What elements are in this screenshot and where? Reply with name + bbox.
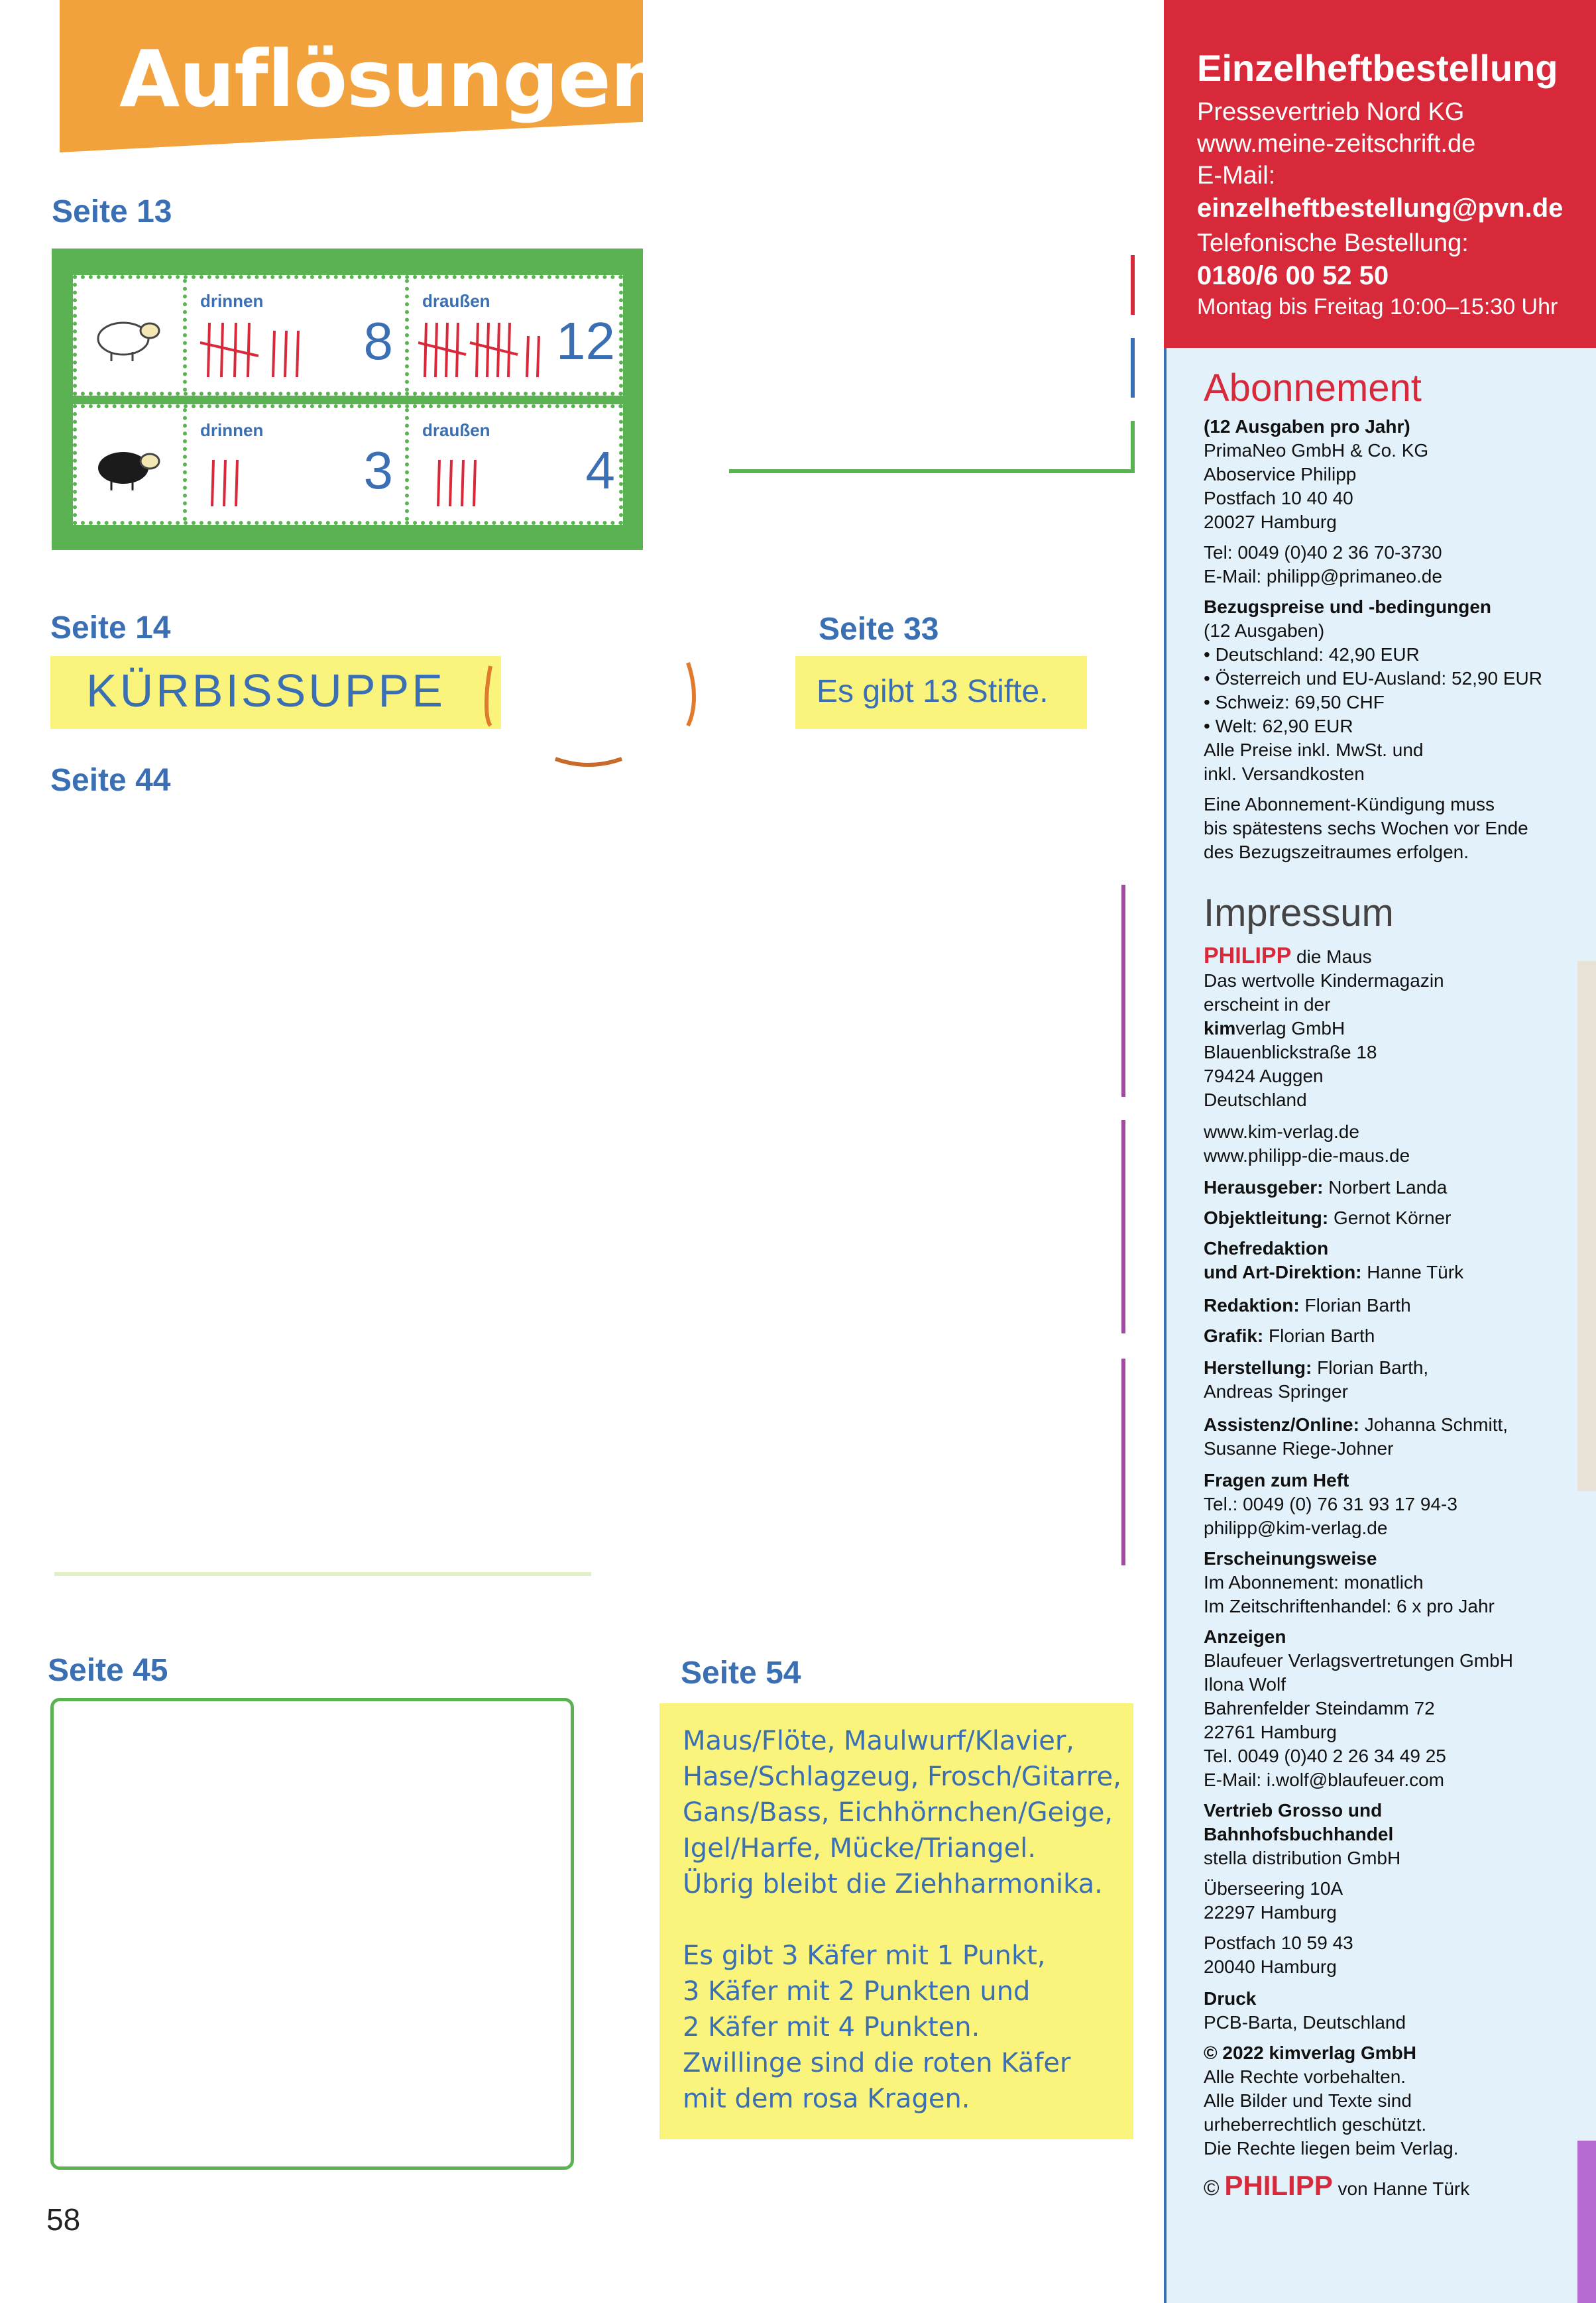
section-label-s54: Seite 54 <box>681 1656 801 1691</box>
tally-row <box>73 275 623 396</box>
abo-line: Alle Preise inkl. MwSt. und <box>1204 740 1424 760</box>
abo-line: (12 Ausgaben pro Jahr) <box>1204 416 1410 437</box>
einzelheft-email-link[interactable]: einzelheftbestellung@pvn.de <box>1197 194 1564 223</box>
imp-label: Herausgeber: <box>1204 1177 1324 1198</box>
section-label-s33: Seite 33 <box>819 612 939 647</box>
imp-value: Florian Barth <box>1269 1325 1375 1346</box>
imp-line: Das wertvolle Kindermagazin <box>1204 970 1444 991</box>
abo-line: PrimaNeo GmbH & Co. KG <box>1204 440 1429 461</box>
abo-line: • Schweiz: 69,50 CHF <box>1204 692 1385 712</box>
abo-line: des Bezugszeitraumes erfolgen. <box>1204 842 1469 862</box>
imp-value: Alle Bilder und Texte sind <box>1204 2090 1412 2111</box>
imp-value: Postfach 10 59 43 <box>1204 1933 1353 1953</box>
einzelheft-line: Telefonische Bestellung: <box>1197 229 1469 257</box>
einzelheft-line: Pressevertrieb Nord KG <box>1197 98 1465 126</box>
decorative-divider <box>729 469 1135 473</box>
decorative-line-purple <box>1121 1359 1125 1565</box>
imp-email-link[interactable]: E-Mail: i.wolf@blaufeuer.com <box>1204 1769 1445 1790</box>
count-value: 4 <box>585 441 615 500</box>
einzelheft-title: Einzelheftbestellung <box>1197 47 1558 89</box>
solution-box <box>50 1698 574 2170</box>
abo-email-link[interactable]: E-Mail: philipp@primaneo.de <box>1204 566 1442 587</box>
imp-label: © 2022 kimverlag GmbH <box>1204 2043 1417 2063</box>
imp-line: erscheint in der <box>1204 994 1331 1015</box>
imp-value: Tel.: 0049 (0) 76 31 93 17 94-3 <box>1204 1494 1457 1514</box>
imp-value: Andreas Springer <box>1204 1381 1348 1402</box>
imp-value: von Hanne Türk <box>1338 2178 1470 2199</box>
imp-label: und Art-Direktion: <box>1204 1262 1362 1282</box>
imp-value: Im Zeitschriftenhandel: 6 x pro Jahr <box>1204 1596 1495 1616</box>
tally-row <box>73 404 623 525</box>
imp-label: Bahnhofsbuchhandel <box>1204 1824 1394 1844</box>
tally-box <box>52 249 643 550</box>
imp-value: urheberrechtlich geschützt. <box>1204 2114 1427 2135</box>
einzelheft-website-link[interactable]: www.meine-zeitschrift.de <box>1197 130 1476 158</box>
imp-value: stella distribution GmbH <box>1204 1848 1401 1868</box>
black-sheep-icon <box>91 440 164 493</box>
brand-logo: PHILIPP <box>1224 2170 1333 2201</box>
abo-line: • Deutschland: 42,90 EUR <box>1204 644 1420 665</box>
imp-value: Blaufeuer Verlagsvertretungen GmbH <box>1204 1650 1513 1671</box>
imp-value: Susanne Riege-Johner <box>1204 1438 1394 1459</box>
imp-website-link[interactable]: www.kim-verlag.de <box>1204 1121 1359 1142</box>
imp-value: 20040 Hamburg <box>1204 1956 1337 1977</box>
imp-line: Deutschland <box>1204 1090 1307 1110</box>
imp-value: Florian Barth <box>1304 1295 1411 1316</box>
tally-marks-3 <box>200 445 266 512</box>
imp-value: Tel. 0049 (0)40 2 26 34 49 25 <box>1204 1746 1446 1766</box>
answer-line: Zwillinge sind die roten Käfer <box>683 2048 1071 2078</box>
section-label-s44: Seite 44 <box>50 763 171 798</box>
imp-value: Alle Rechte vorbehalten. <box>1204 2066 1406 2087</box>
imp-value: Norbert Landa <box>1328 1177 1448 1198</box>
cell-label: draußen <box>422 291 490 311</box>
decorative-divider <box>54 1572 591 1576</box>
answer-line: Übrig bleibt die Ziehharmonika. <box>683 1869 1103 1899</box>
decorative-line-red <box>1131 255 1135 315</box>
abo-line: Bezugspreise und -bedingungen <box>1204 596 1492 617</box>
brand-logo: PHILIPP <box>1204 943 1292 968</box>
imp-value: Im Abonnement: monatlich <box>1204 1572 1424 1593</box>
abo-line: • Welt: 62,90 EUR <box>1204 716 1353 736</box>
cell-label: drinnen <box>200 291 264 311</box>
einzelheft-line: E-Mail: <box>1197 162 1276 190</box>
copyright-symbol: © <box>1204 2176 1220 2200</box>
cell-label: drinnen <box>200 420 264 440</box>
count-value: 8 <box>363 311 393 370</box>
imp-value: 22761 Hamburg <box>1204 1722 1337 1742</box>
page-number: 58 <box>46 2202 81 2237</box>
imp-label: Herstellung: <box>1204 1357 1312 1378</box>
section-label-s13: Seite 13 <box>52 194 172 229</box>
decorative-line-blue <box>1131 338 1135 398</box>
imp-label: Redaktion: <box>1204 1295 1300 1316</box>
einzelheft-phone: 0180/6 00 52 50 <box>1197 261 1389 290</box>
abo-line: inkl. Versandkosten <box>1204 763 1365 784</box>
cell-draussen <box>405 279 627 392</box>
imp-line: die Maus <box>1296 946 1372 967</box>
imp-label: Grafik: <box>1204 1325 1264 1346</box>
decorative-line-purple <box>1121 885 1125 1097</box>
imp-email-link[interactable]: philipp@kim-verlag.de <box>1204 1518 1388 1538</box>
abo-line: 20027 Hamburg <box>1204 512 1337 532</box>
white-sheep-icon <box>91 311 164 364</box>
abo-line: Aboservice Philipp <box>1204 464 1357 484</box>
abo-line: Postfach 10 40 40 <box>1204 488 1353 508</box>
imp-line: Blauenblickstraße 18 <box>1204 1042 1377 1062</box>
imp-value: PCB-Barta, Deutschland <box>1204 2012 1406 2033</box>
answer-line: Gans/Bass, Eichhörnchen/Geige, <box>683 1797 1113 1828</box>
imp-value: Überseering 10A <box>1204 1878 1343 1899</box>
answer-line: Igel/Harfe, Mücke/Triangel. <box>683 1833 1037 1864</box>
abo-line: Eine Abonnement-Kündigung muss <box>1204 794 1495 814</box>
answer-line: 2 Käfer mit 4 Punkten. <box>683 2012 980 2043</box>
page-title: Auflösungen <box>119 33 665 125</box>
page-tab <box>1577 2141 1596 2303</box>
answer-line: 3 Käfer mit 2 Punkten und <box>683 1976 1031 2007</box>
abo-line: (12 Ausgaben) <box>1204 620 1325 641</box>
count-value: 12 <box>556 311 615 370</box>
tally-marks-8 <box>200 316 333 382</box>
tally-marks-4 <box>431 445 511 512</box>
abo-line: Tel: 0049 (0)40 2 36 70-3730 <box>1204 542 1442 563</box>
imp-value: Hanne Türk <box>1367 1262 1464 1282</box>
imp-label: Chefredaktion <box>1204 1238 1329 1259</box>
imp-value: Florian Barth, <box>1317 1357 1429 1378</box>
imp-label: Erscheinungsweise <box>1204 1548 1377 1569</box>
decorative-line-green <box>1131 421 1135 473</box>
section-label-s45: Seite 45 <box>48 1653 168 1688</box>
imp-label: Anzeigen <box>1204 1626 1286 1647</box>
imp-label: Fragen zum Heft <box>1204 1470 1349 1490</box>
imp-label: Objektleitung: <box>1204 1208 1329 1228</box>
impressum-title: Impressum <box>1204 891 1394 934</box>
count-value: 3 <box>363 441 393 500</box>
imp-brand: kim <box>1204 1018 1236 1039</box>
imp-website-link[interactable]: www.philipp-die-maus.de <box>1204 1145 1410 1166</box>
answer-kuerbissuppe: KÜRBISSUPPE <box>86 665 445 716</box>
imp-label: Assistenz/Online: <box>1204 1414 1359 1435</box>
page-edge <box>1577 961 1596 1491</box>
cell-label: draußen <box>422 420 490 440</box>
imp-value: Johanna Schmitt, <box>1364 1414 1509 1435</box>
pumpkin-icon <box>483 659 701 772</box>
answer-stifte: Es gibt 13 Stifte. <box>817 674 1049 709</box>
cell-draussen <box>405 408 627 521</box>
cell-drinnen <box>183 408 405 521</box>
imp-line: verlag GmbH <box>1235 1018 1345 1039</box>
imp-line: 79424 Auggen <box>1204 1066 1324 1086</box>
imp-label: Druck <box>1204 1988 1257 2009</box>
tally-marks-12 <box>418 316 564 382</box>
answer-line: mit dem rosa Kragen. <box>683 2084 970 2114</box>
answer-line: Hase/Schlagzeug, Frosch/Gitarre, <box>683 1762 1121 1792</box>
einzelheft-hours: Montag bis Freitag 10:00–15:30 Uhr <box>1197 294 1558 319</box>
abo-line: • Österreich und EU-Ausland: 52,90 EUR <box>1204 668 1542 689</box>
decorative-line-purple <box>1121 1120 1125 1333</box>
imp-value: Bahrenfelder Steindamm 72 <box>1204 1698 1435 1718</box>
answer-line: Es gibt 3 Käfer mit 1 Punkt, <box>683 1940 1046 1971</box>
imp-label: Vertrieb Grosso und <box>1204 1800 1383 1821</box>
abo-line: bis spätestens sechs Wochen vor Ende <box>1204 818 1528 838</box>
answer-line: Maus/Flöte, Maulwurf/Klavier, <box>683 1726 1074 1756</box>
cell-drinnen <box>183 279 405 392</box>
imp-value: Die Rechte liegen beim Verlag. <box>1204 2138 1459 2159</box>
section-label-s14: Seite 14 <box>50 610 171 646</box>
imp-value: 22297 Hamburg <box>1204 1902 1337 1923</box>
imp-value: Gernot Körner <box>1334 1208 1452 1228</box>
imp-value: Ilona Wolf <box>1204 1674 1286 1695</box>
abonnement-title: Abonnement <box>1204 366 1422 410</box>
